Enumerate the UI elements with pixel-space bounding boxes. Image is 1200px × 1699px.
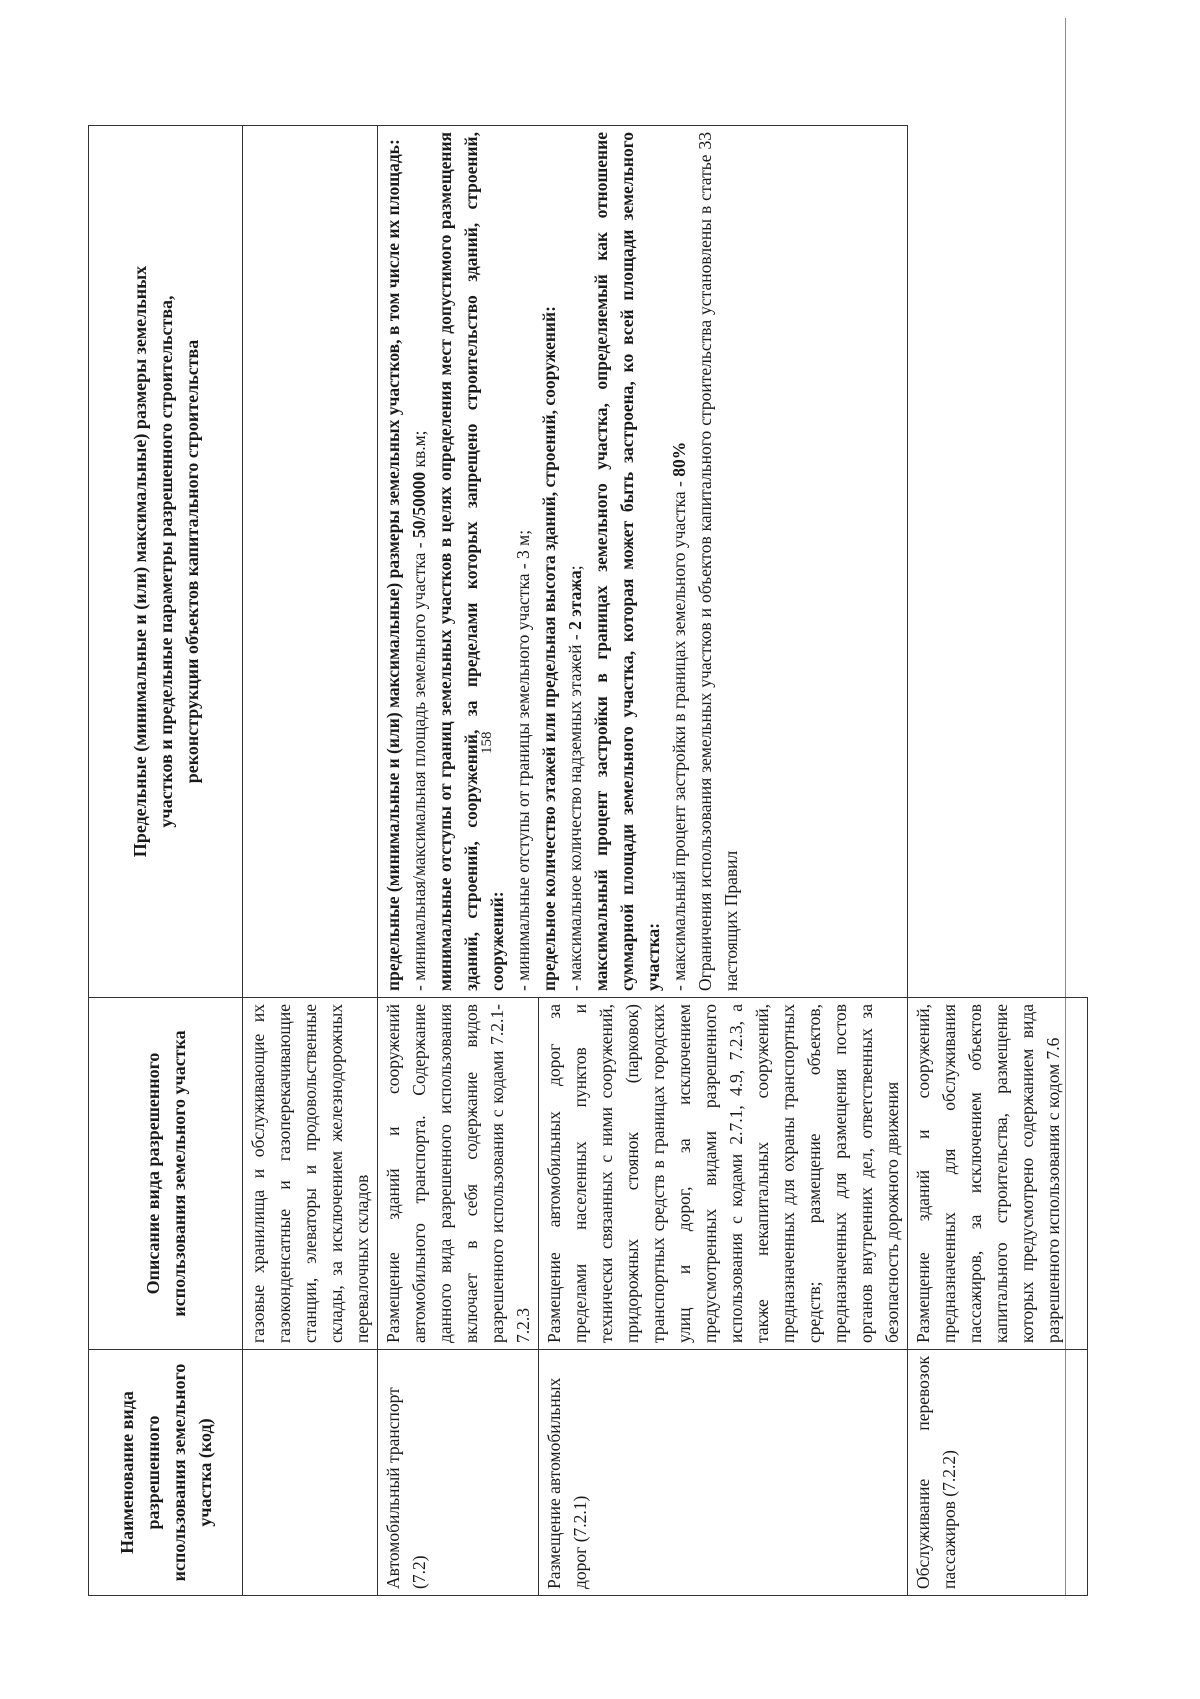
rotated-page-content <box>88 72 1143 1596</box>
cell-name: Размещение автомобильных дорог (7.2.1) <box>539 1350 908 1596</box>
cell-name: Автомобильный транспорт (7.2) <box>378 1350 539 1596</box>
cell-description: Размещение автомобильных дорог за пределами населенных пунктов и технически связанных с ними сооружений, придорожных стоянок (парковок) транспортных средств в границах городских улиц и дорог, за исключением предусмотренных видами разрешенного использования с кодами 2.7.1, 4.9, 7.2.3, а также некапитальных сооружений, предназначенных для охраны транспортных средств; размещение объектов, предназначенных для размещения постов органов внутренних дел, ответственных за безопасность дорожного движения <box>539 998 908 1350</box>
table-row <box>378 126 539 1596</box>
cell-params-auto-transport: предельные (минимальные и (или) максимальные) размеры земельных участков, в том числе их площадь: - минимальная/максимальная площадь земельного участка - 50/50000 кв.м; минимальные отступы от границ земельных участков в целях определения мест допустимого размещения зданий, строений, сооружений, за пределами которых запрещено строительство зданий, строений, сооружений: - минимальные отступы от границы земельного участка - 3 м; предельное количество этажей или предельная высота зданий, строений, сооружений: - максимальное количество надземных этажей - 2 этажа; максимальный процент застройки в границах земельного участка, определяемый как отношение суммарной площади земельного участка, которая может быть застроена, ко всей площади земельного участка: - максимальный процент застройки в границах земельного участка - 80% Ограничения использования земельных участков и объектов капитального строительства установлены в статье 33 настоящих Правил <box>378 126 908 998</box>
cell-description: Размещение зданий и сооружений автомобильного транспорта. Содержание данного вида разрешенного использования включает в себя содержание видов разрешенного использования с кодами 7.2.1-7.2.3 <box>378 998 539 1350</box>
cell-params <box>908 126 1088 998</box>
table-header-row <box>89 126 243 1596</box>
header-params: Предельные (минимальные и (или) максимальные) размеры земельных участков и предельные параметры разрешенного строительства, реконструкции объектов капитального строительства <box>89 126 243 998</box>
cell-description: Размещение зданий и сооружений, предназначенных для обслуживания пассажиров, за исключением объектов капитального строительства, размещение которых предусмотрено содержанием вида разрешенного использования с кодом 7.6 <box>908 998 1088 1350</box>
land-use-table <box>88 125 1088 1596</box>
table-row <box>243 126 378 1596</box>
table-row <box>908 126 1088 1596</box>
cell-description: газовые хранилища и обслуживающие их газоконденсатные и газоперекачивающие станции, элеваторы и продовольственные склады, за исключением железнодорожных перевалочных складов <box>243 998 378 1350</box>
cell-name <box>243 1350 378 1596</box>
page-number: 158 <box>479 731 495 754</box>
cell-name: Обслуживание перевозок пассажиров (7.2.2) <box>908 1350 1088 1596</box>
cell-params <box>243 126 378 998</box>
header-name: Наименование вида разрешенного использования земельного участка (код) <box>89 1350 243 1596</box>
header-description: Описание вида разрешенного использования земельного участка <box>89 998 243 1350</box>
